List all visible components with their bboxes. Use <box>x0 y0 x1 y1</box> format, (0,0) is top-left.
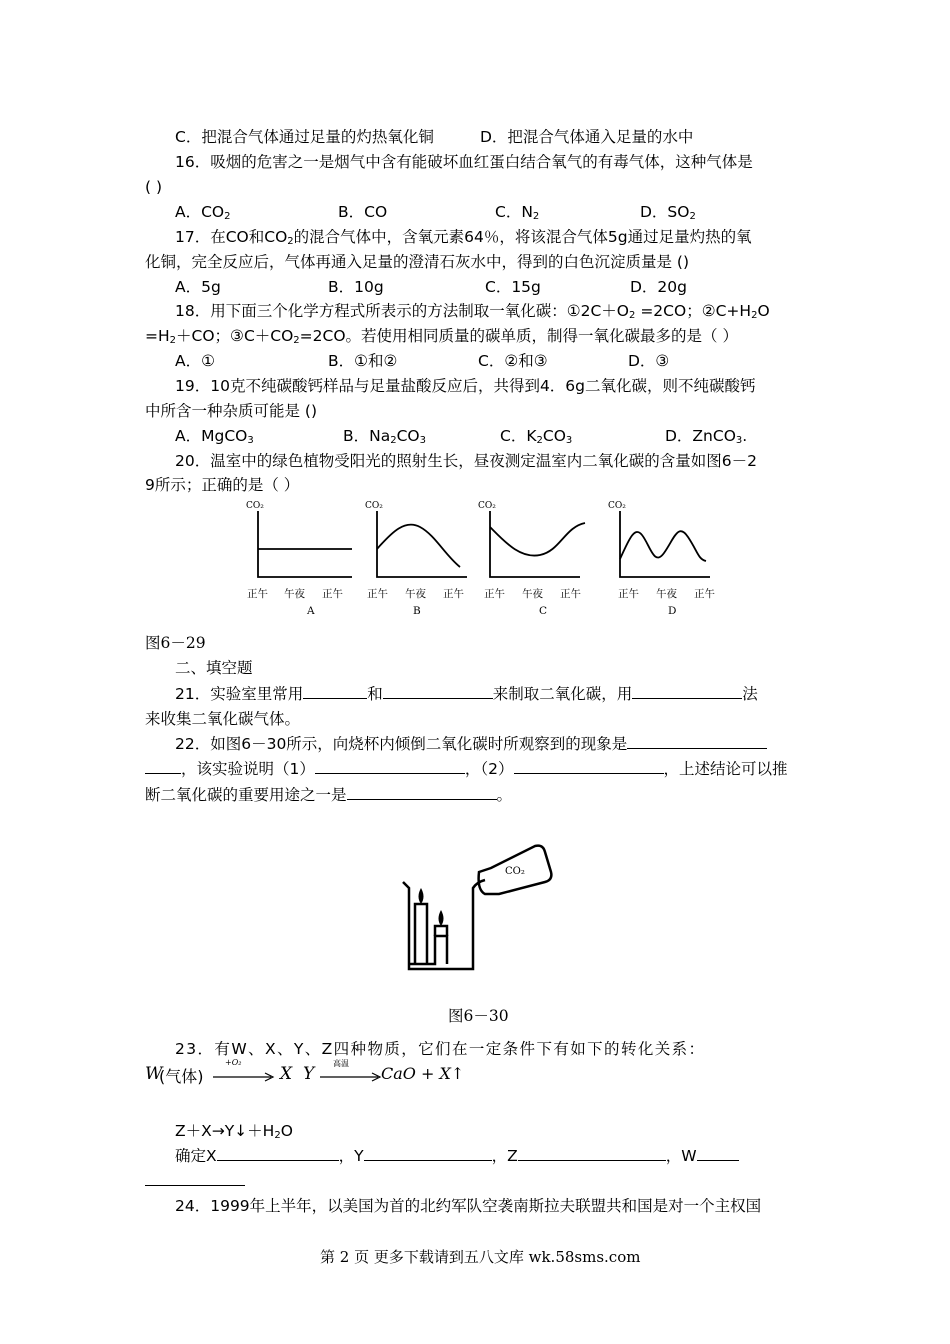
q17-option-d: D．20g <box>630 278 687 296</box>
eq-arrow-1 <box>213 1072 275 1082</box>
q16-option-d: D．$SO_2$ <box>640 203 696 222</box>
eq-products: CaO + X↑ <box>381 1064 465 1083</box>
figure-6-30 <box>395 842 555 972</box>
q21-stem-line1: 21．实验室里常用 和 来制取二氧化碳，用 法 <box>175 685 758 703</box>
q20-stem-line1: 20．温室中的绿色植物受阳光的照射生长，昼夜测定温室内二氧化碳的含量如图6－2 <box>175 452 757 470</box>
q19-option-b: B．$Na_2CO_3$ <box>343 427 427 446</box>
q18-stem-line2: $=H_2+CO$；$③C+CO_2=2CO$。若使用相同质量的碳单质，制得一氧化碳最多的是（ ） <box>145 327 738 346</box>
graph-b-tick-2: 午夜 <box>405 588 426 600</box>
graph-b-tick-1: 正午 <box>367 588 388 600</box>
q21-blank-1[interactable] <box>303 683 367 699</box>
graph-c-tick-1: 正午 <box>484 588 505 600</box>
q21-blank-2[interactable] <box>383 683 493 699</box>
q17-option-b: B．10g <box>328 278 384 296</box>
graph-d-axes <box>620 511 710 577</box>
candle-tall <box>415 904 427 964</box>
figure-6-30-caption: 图6－30 <box>448 1007 509 1025</box>
graph-c-axes <box>490 511 580 577</box>
graph-d-tick-2: 午夜 <box>656 588 677 600</box>
graph-b-curve <box>377 525 460 567</box>
q19-option-d: D．ZnCO$_3$. <box>665 427 748 446</box>
q18-option-a: A．① <box>175 352 215 370</box>
q18-option-d: D．③ <box>628 352 670 370</box>
q16-option-c: C．$N_2$ <box>495 203 540 222</box>
q22-blank-conclusion-1[interactable] <box>315 758 465 774</box>
q17-option-c: C．15g <box>485 278 541 296</box>
q16-stem-line1: 16．吸烟的危害之一是烟气中含有能破坏血红蛋白结合氧气的有毒气体，这种气体是 <box>175 153 753 171</box>
graph-d-label: D <box>668 605 677 617</box>
graph-a-label: A <box>307 605 315 617</box>
graph-a-tick-1: 正午 <box>247 588 268 600</box>
q16-stem-line2: ( ) <box>145 178 163 196</box>
eq-y: Y <box>303 1064 315 1084</box>
graph-c-label: C <box>539 605 548 617</box>
q17-stem-line2: 化铜，完全反应后，气体再通入足量的澄清石灰水中，得到的白色沉淀质量是 () <box>145 253 690 271</box>
q21-stem-line2: 来收集二氧化碳气体。 <box>145 710 301 728</box>
q22-blank-use[interactable] <box>347 784 497 800</box>
graph-b-ylabel: CO₂ <box>365 501 383 511</box>
graph-b-label: B <box>413 605 421 617</box>
section-fill-in-heading: 二、填空题 <box>175 659 253 677</box>
q23-blank-y[interactable] <box>364 1145 492 1161</box>
flame-short <box>439 910 444 926</box>
page-footer: 第 2 页 更多下载请到五八文库 wk.58sms.com <box>320 1248 641 1266</box>
q18-stem-line1: 18．用下面三个化学方程式所表示的方法制取一氧化碳：$①2C+O_2 =2CO$；$②C+H_2O$ <box>175 302 770 321</box>
q19-stem-line1: 19．10克不纯碳酸钙样品与足量盐酸反应后，共得到4．6g二氧化碳，则不纯碳酸钙 <box>175 377 756 395</box>
q21-blank-3[interactable] <box>632 683 742 699</box>
q15-option-c: C．把混合气体通过足量的灼热氧化铜 <box>175 128 434 146</box>
eq-arrow-2 <box>320 1072 382 1082</box>
graph-a-ylabel: CO₂ <box>246 501 264 511</box>
q22-stem-line2: ，该实验说明（1） ，（2） ，上述结论可以推 <box>145 758 788 780</box>
q17-option-a: A．5g <box>175 278 221 296</box>
graph-c-curve <box>490 523 585 556</box>
q16-option-b: B．CO <box>338 203 388 221</box>
q18-option-b: B．①和② <box>328 352 398 370</box>
eq-w: W <box>145 1064 163 1084</box>
bottle-label: CO₂ <box>505 866 525 877</box>
graph-b-tick-3: 正午 <box>443 588 464 600</box>
graph-a-tick-2: 午夜 <box>284 588 305 600</box>
graph-c-ylabel: CO₂ <box>478 501 496 511</box>
q23-reaction-2: $Z+X\to Y↓+H_2O$ <box>175 1122 293 1141</box>
q18-option-c: C．②和③ <box>478 352 548 370</box>
graph-d-tick-3: 正午 <box>694 588 715 600</box>
q23-stem-line1: 23．有W、X、Y、Z四种物质，它们在一定条件下有如下的转化关系： <box>175 1040 706 1058</box>
eq-o2-condition: +O₂ <box>225 1058 242 1067</box>
q22-stem-line3: 断二氧化碳的重要用途之一是 。 <box>145 786 513 804</box>
q22-blank-conclusion-2[interactable] <box>514 758 664 774</box>
q22-stem-line1: 22．如图6－30所示，向烧杯内倾倒二氧化碳时所观察到的现象是 <box>175 733 767 755</box>
q23-answer-line: 确定X ，Y ，Z ，W <box>175 1145 739 1167</box>
q17-stem-line1: 17．在CO和$CO_2$的混合气体中，含氧元素64％，将该混合气体5g通过足量灼热的氧 <box>175 228 752 247</box>
candle-short <box>435 926 447 936</box>
q23-blank-w-cont[interactable] <box>145 1185 245 1186</box>
eq-heat-condition: 高温 <box>333 1059 349 1068</box>
q23-blank-w[interactable] <box>697 1145 739 1161</box>
q19-option-c: C．$K_2CO_3$ <box>500 427 573 446</box>
flame-tall <box>419 888 424 904</box>
graph-c-tick-3: 正午 <box>560 588 581 600</box>
figure-6-29-caption: 图6－29 <box>145 634 206 652</box>
graph-d-ylabel: CO₂ <box>608 501 626 511</box>
q19-stem-line2: 中所含一种杂质可能是 () <box>145 402 318 420</box>
graph-c-tick-2: 午夜 <box>522 588 543 600</box>
graph-a-tick-3: 正午 <box>322 588 343 600</box>
q20-stem-line2: 9所示；正确的是（ ） <box>145 476 300 494</box>
q15-option-d: D．把混合气体通入足量的水中 <box>480 128 694 146</box>
graph-b-axes <box>377 511 467 577</box>
graph-a-axes <box>258 511 352 577</box>
graph-d-tick-1: 正午 <box>618 588 639 600</box>
q23-equation <box>145 1058 485 1088</box>
q19-option-a: A．MgCO$_3$ <box>175 427 254 446</box>
eq-gas: (气体) <box>159 1067 204 1086</box>
q22-blank-phenomenon[interactable] <box>627 733 767 749</box>
q24-stem-line1: 24．1999年上半年，以美国为首的北约军队空袭南斯拉夫联盟共和国是对一个主权国 <box>175 1197 762 1215</box>
q16-option-a: A．$CO_2$ <box>175 203 231 222</box>
q22-blank-phenomenon-cont[interactable] <box>145 758 181 774</box>
q23-blank-x[interactable] <box>217 1145 339 1161</box>
eq-x: X <box>280 1064 293 1084</box>
figure-6-29 <box>240 497 740 622</box>
q23-blank-z[interactable] <box>518 1145 666 1161</box>
graph-d-curve <box>620 531 706 561</box>
